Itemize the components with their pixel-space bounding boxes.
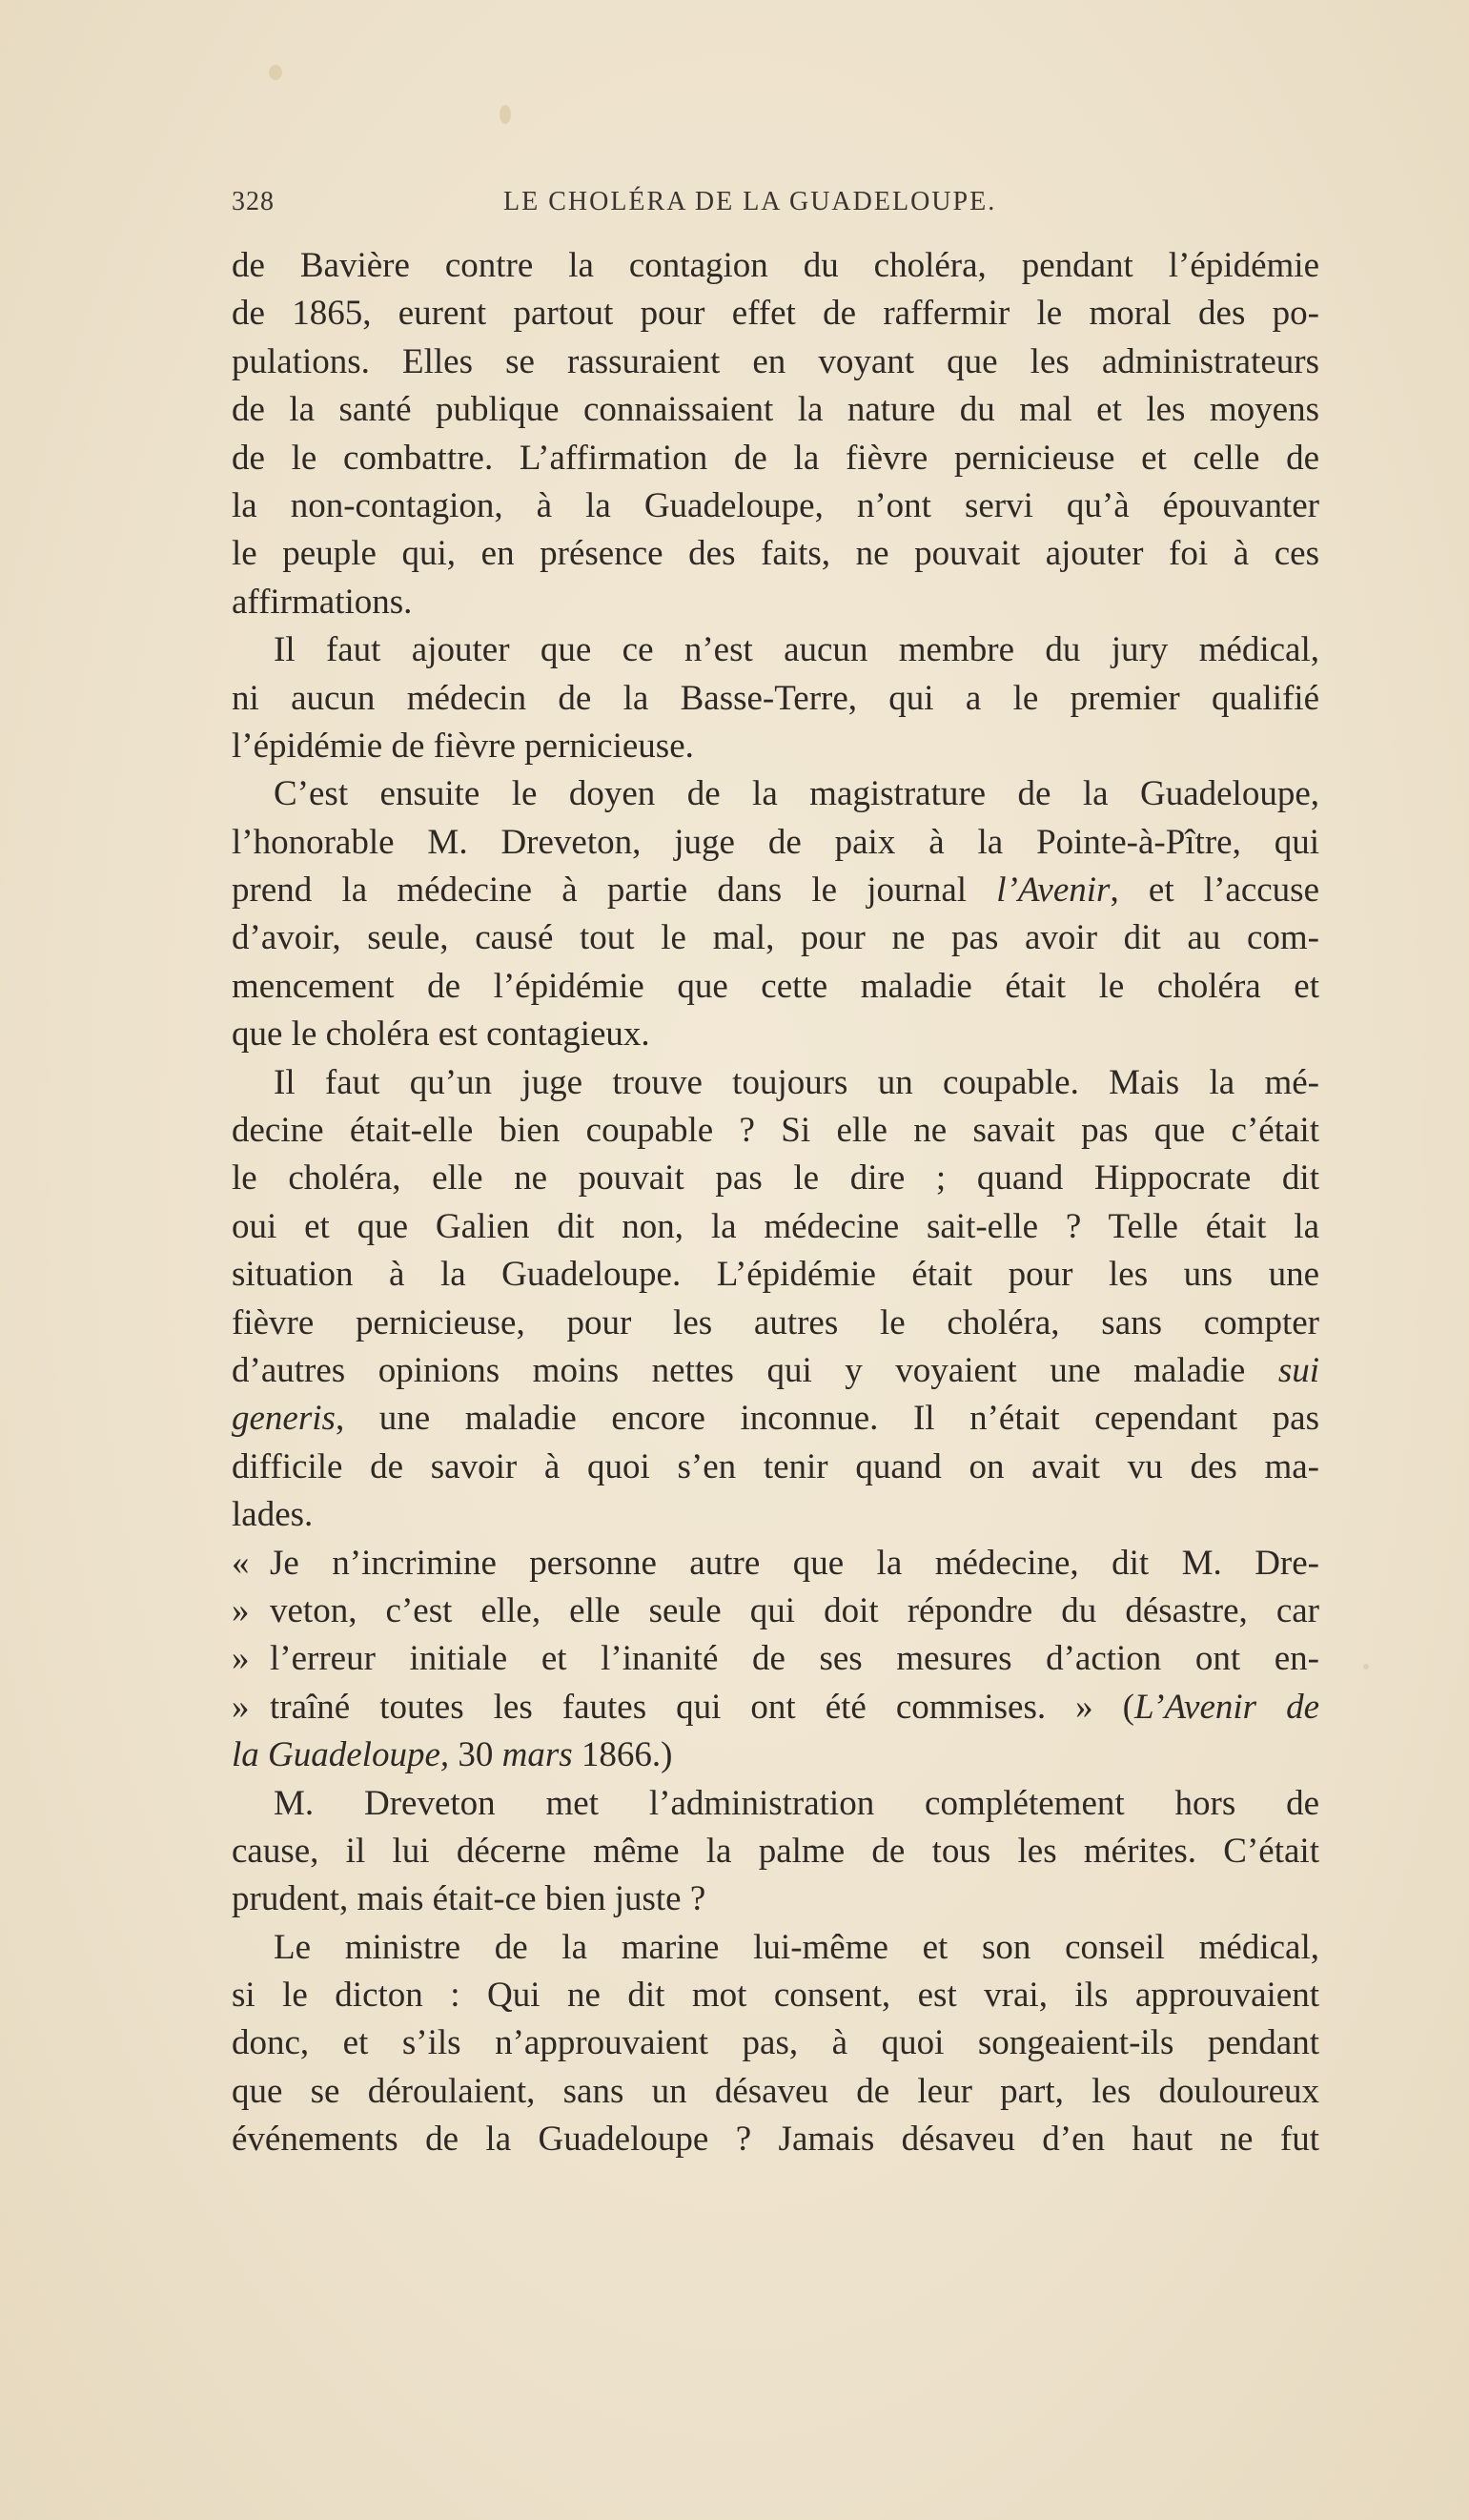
text-line: l’épidémie de fièvre pernicieuse.: [232, 726, 694, 766]
text-line: pulations. Elles se rassuraient en voyant que les administrateurs: [232, 341, 1319, 381]
citation-title: la Guadeloupe,: [232, 1735, 450, 1775]
text-line: oui et que Galien dit non, la médecine sait-elle ? Telle était la: [232, 1206, 1319, 1246]
page-header: [232, 187, 1319, 229]
italic-term: generis: [232, 1399, 336, 1439]
citation-month: mars: [501, 1735, 573, 1775]
text-span: traîné toutes les fautes qui ont été commises. » (: [270, 1687, 1134, 1727]
text-line: [232, 1347, 1319, 1395]
text-span: 1866.): [572, 1735, 673, 1775]
text-line: cause, il lui décerne même la palme de tous les mérites. C’était: [232, 1831, 1319, 1871]
italic-term: sui: [1277, 1350, 1319, 1390]
text-line: [232, 867, 1319, 914]
quote-text: l’erreur initiale et l’inanité de ses mesures d’action ont en-: [270, 1639, 1319, 1679]
text-line: affirmations.: [232, 582, 413, 622]
citation-line: [232, 1731, 1319, 1779]
text-line: l’honorable M. Dreveton, juge de paix à la Pointe-à-Pître, qui: [232, 822, 1319, 862]
text-line: de Bavière contre la contagion du choléra, pendant l’épidémie: [232, 246, 1319, 285]
page-number: 328: [232, 187, 275, 216]
text-line: le peuple qui, en présence des faits, ne pouvait ajouter foi à ces: [232, 534, 1319, 574]
quote-mark: «: [232, 1543, 250, 1583]
quote-line: [232, 1684, 1319, 1731]
text-line: M. Dreveton met l’administration complétement hors de: [274, 1783, 1319, 1823]
quote-text: [270, 1684, 1319, 1731]
text-line: le choléra, elle ne pouvait pas le dire ; quand Hippocrate dit: [232, 1158, 1319, 1199]
text-line: si le dicton : Qui ne dit mot consent, est vrai, ils approuvaient: [232, 1976, 1319, 2016]
text-line: de la santé publique connaissaient la nature du mal et les moyens: [232, 390, 1319, 430]
text-span: 30: [449, 1735, 502, 1775]
text-line: que se déroulaient, sans un désaveu de leur part, les douloureux: [232, 2071, 1319, 2111]
quote-mark: »: [232, 1590, 250, 1630]
text-line: que le choléra est contagieux.: [232, 1014, 650, 1055]
quote-text: veton, c’est elle, elle seule qui doit répondre du désastre, car: [270, 1590, 1319, 1630]
quote-mark: »: [232, 1687, 250, 1727]
text-line: C’est ensuite le doyen de la magistrature de la Guadeloupe,: [274, 774, 1319, 814]
quote-mark: »: [232, 1639, 250, 1679]
body-text: [232, 242, 1319, 2164]
text-line: événements de la Guadeloupe ? Jamais désaveu d’en haut ne fut: [232, 2120, 1319, 2160]
text-line: donc, et s’ils n’approuvaient pas, à quoi songeaient-ils pendant: [232, 2023, 1319, 2063]
paper-stain: [1363, 1664, 1369, 1670]
text-line: Il faut ajouter que ce n’est aucun membre du jury médical,: [274, 630, 1319, 670]
quote-line: [232, 1540, 1319, 1588]
text-line: prudent, mais était-ce bien juste ?: [232, 1879, 706, 1919]
text-line: situation à la Guadeloupe. L’épidémie était pour les uns une: [232, 1255, 1319, 1295]
text-line: la non-contagion, à la Guadeloupe, n’ont servi qu’à épouvanter: [232, 485, 1319, 525]
paper-stain: [269, 65, 282, 80]
text-line: de 1865, eurent partout pour effet de raffermir le moral des po-: [232, 294, 1319, 334]
quote-line: [232, 1635, 1319, 1683]
text-span: prend la médecine à partie dans le journal: [232, 871, 997, 911]
citation-title: L’Avenir de: [1133, 1687, 1320, 1727]
text-line: difficile de savoir à quoi s’en tenir quand on avait vu des ma-: [232, 1446, 1319, 1486]
text-line: Il faut qu’un juge trouve toujours un coupable. Mais la mé-: [274, 1062, 1319, 1102]
text-span: , et l’accuse: [1110, 871, 1319, 911]
text-line: de le combattre. L’affirmation de la fièvre pernicieuse et celle de: [232, 438, 1319, 478]
quote-line: [232, 1588, 1319, 1635]
quote-text: Je n’incrimine personne autre que la médecine, dit M. Dre-: [270, 1543, 1319, 1583]
text-span: , une maladie encore inconnue. Il n’était cependant pas: [335, 1399, 1319, 1439]
text-line: Le ministre de la marine lui-même et son conseil médical,: [274, 1927, 1319, 1967]
text-line: lades.: [232, 1495, 314, 1535]
text-span: d’autres opinions moins nettes qui y voyaient une maladie: [232, 1350, 1278, 1390]
paper-stain: [500, 105, 511, 124]
text-line: d’avoir, seule, causé tout le mal, pour ne pas avoir dit au com-: [232, 918, 1319, 958]
text-line: ni aucun médecin de la Basse-Terre, qui a le premier qualifié: [232, 678, 1319, 718]
text-line: [232, 1395, 1319, 1443]
journal-title: l’Avenir: [996, 871, 1111, 911]
running-title: LE CHOLÉRA DE LA GUADELOUPE.: [503, 187, 997, 216]
text-line: fièvre pernicieuse, pour les autres le choléra, sans compter: [232, 1302, 1319, 1342]
text-line: mencement de l’épidémie que cette maladie était le choléra et: [232, 966, 1319, 1006]
text-line: decine était-elle bien coupable ? Si elle ne savait pas que c’était: [232, 1111, 1319, 1151]
